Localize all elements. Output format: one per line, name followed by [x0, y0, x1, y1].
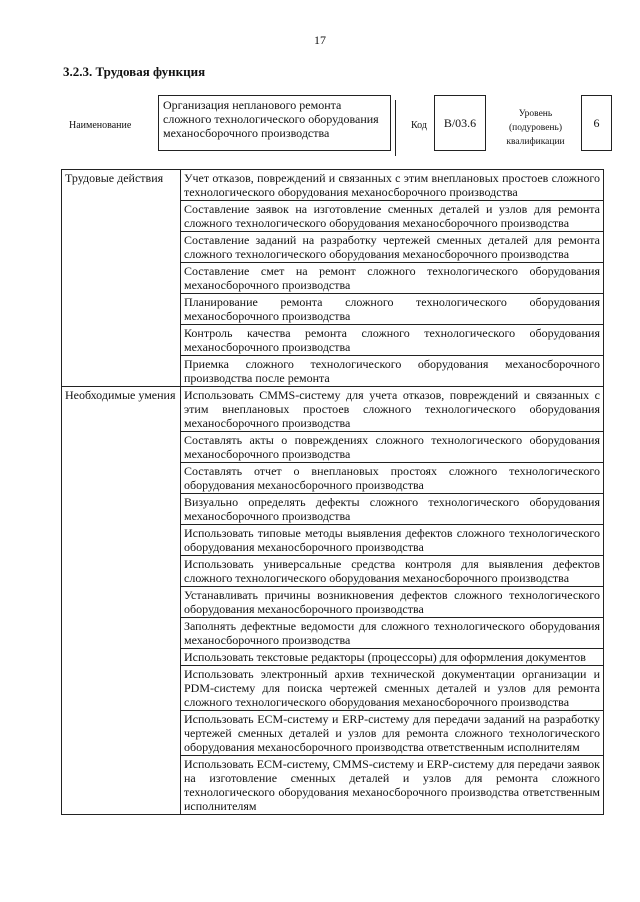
skills-item: Устанавливать причины возникновения дефектов сложного технологического оборудования механосборочного производства: [181, 587, 604, 618]
skills-item: Использовать ECM-систему, CMMS-систему и ERP-систему для передачи заявок на изготовление сменных деталей и узлов для ремонта сложного технологического оборудования механосборочного производства ответственным исполнителям: [181, 756, 604, 815]
labor-actions-item: Составление заявок на изготовление сменных деталей и узлов для ремонта сложного технологического оборудования механосборочного производства: [181, 201, 604, 232]
skills-item: Использовать CMMS-систему для учета отказов, повреждений и связанных с этим внеплановых простоев сложного технологического оборудования механосборочного производства: [181, 387, 604, 432]
level-label: Уровень (подуровень) квалификации: [506, 109, 565, 147]
skills-item: Составлять акты о повреждениях сложного технологического оборудования механосборочного производства: [181, 432, 604, 463]
code-label: Код: [411, 120, 427, 131]
labor-actions-item: Составление смет на ремонт сложного технологического оборудования механосборочного производства: [181, 263, 604, 294]
labor-actions-item: Составление заданий на разработку чертежей сменных деталей для ремонта сложного технологического оборудования механосборочного производства: [181, 232, 604, 263]
function-header: [63, 90, 613, 158]
name-value: Организация непланового ремонта сложного технологического оборудования механосборочного производства: [158, 95, 391, 151]
skills-item: Использовать типовые методы выявления дефектов сложного технологического оборудования механосборочного производства: [181, 525, 604, 556]
labor-actions-item: Планирование ремонта сложного технологического оборудования механосборочного производства: [181, 294, 604, 325]
skills-item: Использовать универсальные средства контроля для выявления дефектов сложного технологического оборудования механосборочного производства: [181, 556, 604, 587]
skills-item: Использовать текстовые редакторы (процессоры) для оформления документов: [181, 649, 604, 666]
skills-row: [62, 387, 604, 432]
labor-actions-item: Контроль качества ремонта сложного технологического оборудования механосборочного производства: [181, 325, 604, 356]
skills-item: Использовать ECM-систему и ERP-систему для передачи заданий на разработку чертежей сменных деталей и узлов для ремонта сложного технологического оборудования механосборочного производства ответственным исполнителям: [181, 711, 604, 756]
labor-actions-row: [62, 170, 604, 201]
skills-item: Составлять отчет о внеплановых простоях сложного технологического оборудования механосборочного производства: [181, 463, 604, 494]
skills-item: Визуально определять дефекты сложного технологического оборудования механосборочного производства: [181, 494, 604, 525]
skills-item: Использовать электронный архив технической документации организации и PDM-систему для поиска чертежей сменных деталей и узлов для ремонта сложного технологического оборудования механосборочного производства: [181, 666, 604, 711]
labor-actions-label: Трудовые действия: [62, 170, 181, 387]
labor-function-table: [61, 169, 604, 815]
page-number: 17: [314, 33, 326, 47]
labor-actions-item: Приемка сложного технологического оборудования механосборочного производства после ремонта: [181, 356, 604, 387]
name-label: Наименование: [69, 120, 132, 131]
level-value: 6: [581, 95, 612, 151]
section-title: 3.2.3. Трудовая функция: [63, 64, 206, 79]
labor-actions-item: Учет отказов, повреждений и связанных с этим внеплановых простоев сложного технологического оборудования механосборочного производства: [181, 170, 604, 201]
skills-label: Необходимые умения: [62, 387, 181, 815]
code-value: В/03.6: [434, 95, 486, 151]
skills-item: Заполнять дефектные ведомости для сложного технологического оборудования механосборочного производства: [181, 618, 604, 649]
